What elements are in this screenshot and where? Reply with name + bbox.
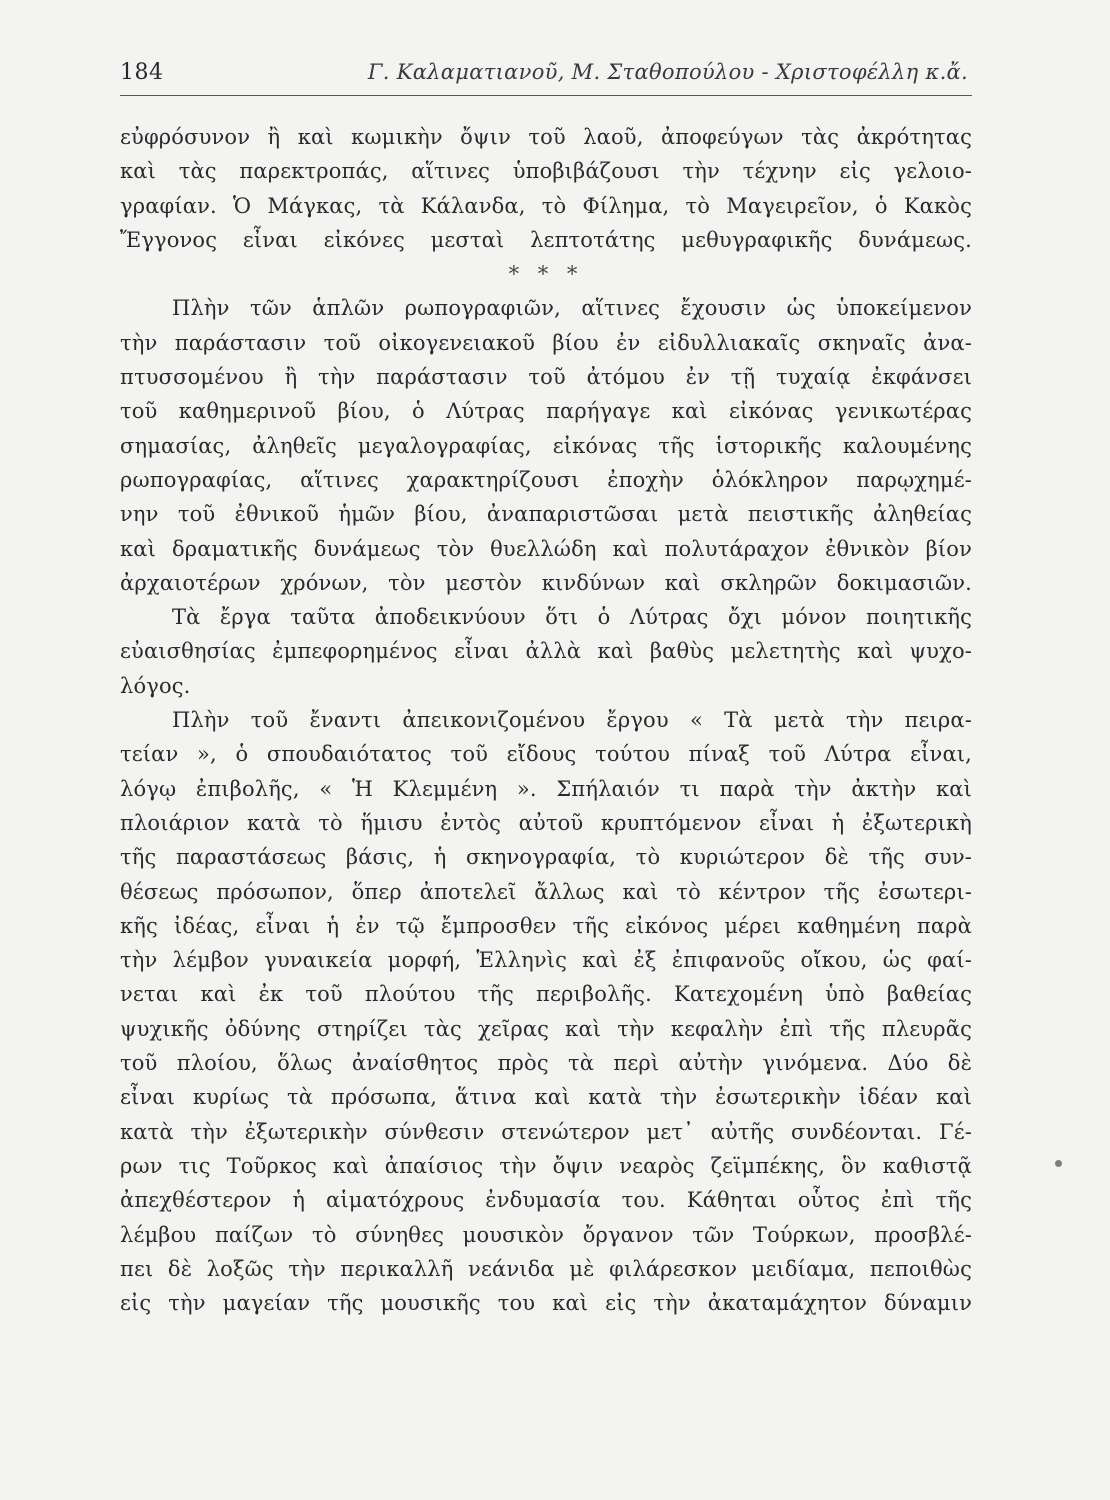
text-line: λόγος. (120, 673, 191, 698)
running-head: Γ. Καλαματιανοῦ, Μ. Σταθοπούλου - Χριστοφέλλη κ.ἄ. (367, 60, 968, 84)
text-line: κατὰ τὴν ἐξωτερικὴν σύνθεσιν στενώτερον μετ᾽ αὐτῆς συνδέονται. Γέ- (120, 1119, 972, 1144)
text-line: εἰς τὴν μαγείαν τῆς μουσικῆς του καὶ εἰς τὴν ἀκαταμάχητον δύναμιν (120, 1291, 972, 1316)
text-line: κῆς ἰδέας, εἶναι ἡ ἐν τῷ ἔμπροσθεν τῆς εἰκόνος μέρει καθημένη παρὰ (120, 913, 972, 938)
ink-speck (1055, 1160, 1062, 1167)
text-line: ρων τις Τοῦρκος καὶ ἀπαίσιος τὴν ὄψιν νεαρὸς ζεϊμπέκης, ὃν καθιστᾷ (120, 1153, 972, 1178)
text-line: γραφίαν. Ὁ Μάγκας, τὰ Κάλανδα, τὸ Φίλημα, τὸ Μαγειρεῖον, ὁ Κακὸς (120, 193, 972, 218)
text-line: ρωπογραφίας, αἵτινες χαρακτηρίζουσι ἐποχὴν ὁλόκληρον παρῳχημέ- (120, 467, 972, 492)
section-break: * * * (508, 262, 584, 287)
text-line: Πλὴν τοῦ ἔναντι ἀπεικονιζομένου ἔργου « Τὰ μετὰ τὴν πειρα- (172, 708, 972, 733)
text-line: τοῦ πλοίου, ὅλως ἀναίσθητος πρὸς τὰ περὶ αὐτὴν γινόμενα. Δύο δὲ (120, 1051, 972, 1076)
text-line: ἀρχαιοτέρων χρόνων, τὸν μεστὸν κινδύνων καὶ σκληρῶν δοκιμασιῶν. (120, 570, 972, 595)
text-line: πει δὲ λοξῶς τὴν περικαλλῆ νεάνιδα μὲ φιλάρεσκον μειδίαμα, πεποιθὼς (120, 1256, 972, 1281)
text-line: λέμβου παίζων τὸ σύνηθες μουσικὸν ὄργανον τῶν Τούρκων, προσβλέ- (120, 1222, 972, 1247)
text-line: εὐφρόσυνον ἢ καὶ κωμικὴν ὄψιν τοῦ λαοῦ, ἀποφεύγων τὰς ἀκρότητας (120, 125, 972, 149)
text-line: πλοιάριον κατὰ τὸ ἥμισυ ἐντὸς αὐτοῦ κρυπτόμενον εἶναι ἡ ἐξωτερικὴ (120, 810, 972, 835)
text-line: τὴν λέμβον γυναικεία μορφή, Ἑλληνὶς καὶ ἐξ ἐπιφανοῦς οἴκου, ὡς φαί- (120, 948, 972, 973)
text-line: τοῦ καθημερινοῦ βίου, ὁ Λύτρας παρήγαγε καὶ εἰκόνας γενικωτέρας (120, 399, 972, 424)
text-line: τῆς παραστάσεως βάσις, ἡ σκηνογραφία, τὸ κυριώτερον δὲ τῆς συν- (120, 845, 972, 870)
text-line: Πλὴν τῶν ἁπλῶν ρωπογραφιῶν, αἵτινες ἔχουσιν ὡς ὑποκείμενον (172, 296, 972, 321)
text-line: εὐαισθησίας ἐμπεφορημένος εἶναι ἀλλὰ καὶ βαθὺς μελετητὴς καὶ ψυχο- (120, 639, 972, 664)
text-line: πτυσσομένου ἢ τὴν παράστασιν τοῦ ἀτόμου ἐν τῇ τυχαίᾳ ἐκφάνσει (120, 365, 972, 390)
text-line: εἶναι κυρίως τὰ πρόσωπα, ἅτινα καὶ κατὰ τὴν ἐσωτερικὴν ἰδέαν καὶ (120, 1085, 972, 1110)
text-line: ἀπεχθέστερον ἡ αἱματόχρους ἐνδυμασία του. Κάθηται οὗτος ἐπὶ τῆς (120, 1188, 972, 1213)
text-line: νην τοῦ ἐθνικοῦ ἡμῶν βίου, ἀναπαριστῶσαι μετὰ πειστικῆς ἀληθείας (120, 502, 972, 527)
text-line: θέσεως πρόσωπον, ὅπερ ἀποτελεῖ ἄλλως καὶ τὸ κέντρον τῆς ἐσωτερι- (120, 879, 972, 904)
body-text (120, 120, 972, 1320)
text-line: ψυχικῆς ὀδύνης στηρίζει τὰς χεῖρας καὶ τὴν κεφαλὴν ἐπὶ τῆς πλευρᾶς (120, 1016, 972, 1041)
text-line: τείαν », ὁ σπουδαιότατος τοῦ εἴδους τούτου πίναξ τοῦ Λύτρα εἶναι, (120, 742, 972, 767)
header-rule (120, 95, 972, 96)
text-line: λόγῳ ἐπιβολῆς, « Ἡ Κλεμμένη ». Σπήλαιόν τι παρὰ τὴν ἀκτὴν καὶ (120, 776, 972, 801)
text-line: τὴν παράστασιν τοῦ οἰκογενειακοῦ βίου ἐν εἰδυλλιακαῖς σκηναῖς ἀνα- (120, 330, 972, 355)
page-header (120, 56, 972, 92)
text-line: σημασίας, ἀληθεῖς μεγαλογραφίας, εἰκόνας τῆς ἱστορικῆς καλουμένης (120, 433, 972, 458)
page-number: 184 (120, 60, 164, 85)
text-line: νεται καὶ ἐκ τοῦ πλούτου τῆς περιβολῆς. Κατεχομένη ὑπὸ βαθείας (120, 982, 972, 1007)
text-line: Τὰ ἔργα ταῦτα ἀποδεικνύουν ὅτι ὁ Λύτρας ὄχι μόνον ποιητικῆς (172, 605, 972, 630)
text-line: Ἔγγονος εἶναι εἰκόνες μεσταὶ λεπτοτάτης μεθυγραφικῆς δυνάμεως. (120, 227, 972, 252)
text-line: καὶ δραματικῆς δυνάμεως τὸν θυελλώδη καὶ πολυτάραχον ἐθνικὸν βίον (120, 536, 972, 561)
text-line: καὶ τὰς παρεκτροπάς, αἵτινες ὑποβιβάζουσι τὴν τέχνην εἰς γελοιο- (120, 159, 972, 184)
